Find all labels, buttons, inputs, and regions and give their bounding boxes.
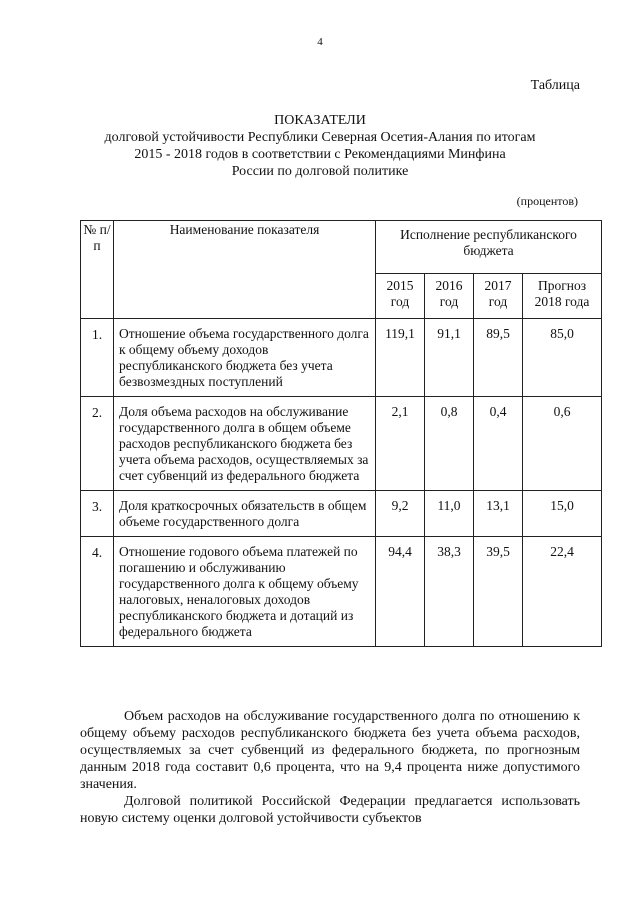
value-2018-forecast: 15,0 [523,491,602,537]
row-number: 1. [81,319,114,397]
table-row [81,319,602,397]
header-year-2015: 2015 год [376,274,425,319]
row-number: 3. [81,491,114,537]
header-indicator-name: Наименование показателя [114,221,376,319]
table-label: Таблица [530,78,580,93]
value-2017: 0,4 [474,397,523,491]
value-2018-forecast: 22,4 [523,537,602,647]
value-2016: 0,8 [425,397,474,491]
body-text [80,708,580,827]
paragraph: Долговой политикой Российской Федерации предлагается использовать новую систему оценки долговой устойчивости субъектов [80,794,580,826]
indicators-table [80,220,602,647]
row-number: 2. [81,397,114,491]
value-2015: 119,1 [376,319,425,397]
table-header-row [81,221,602,274]
paragraph: Объем расходов на обслуживание государственного долга по отношению к общему объему расходов республиканского бюджета без учета объема расходов, осуществляемых за счет субвенций из федерального бюджета, по прогнозным данным 2018 года составит 0,6 процента, что на 9,4 процента ниже допустимого значения. [80,709,580,792]
row-indicator-name: Отношение объема государственного долга к общему объему доходов республиканского бюджета без учета безвозмездных поступлений [114,319,376,397]
value-2015: 9,2 [376,491,425,537]
value-2015: 94,4 [376,537,425,647]
header-execution: Исполнение республиканского бюджета [376,221,602,274]
page-number: 4 [317,36,323,48]
table-row [81,491,602,537]
value-2017: 13,1 [474,491,523,537]
row-number: 4. [81,537,114,647]
header-forecast-2018: Прогноз 2018 года [523,274,602,319]
value-2015: 2,1 [376,397,425,491]
title-line-3: 2015 - 2018 годов в соответствии с Рекомендациями Минфина [134,147,506,162]
title-line-4: России по долговой политике [231,164,409,179]
table-row [81,537,602,647]
table-row [81,397,602,491]
row-indicator-name: Отношение годового объема платежей по погашению и обслуживанию государственного долга к общему объему налоговых, неналоговых доходов республиканского бюджета и дотаций из федерального бюджета [114,537,376,647]
title-line-1: ПОКАЗАТЕЛИ [274,113,366,128]
document-title [60,112,580,180]
header-year-2017: 2017 год [474,274,523,319]
header-year-2016: 2016 год [425,274,474,319]
value-2016: 38,3 [425,537,474,647]
value-2017: 89,5 [474,319,523,397]
row-indicator-name: Доля объема расходов на обслуживание государственного долга в общем объеме расходов республиканского бюджета без учета объема расходов, осуществляемых за счет субвенций из федерального бюджета [114,397,376,491]
value-2017: 39,5 [474,537,523,647]
units-note: (процентов) [516,194,578,208]
row-indicator-name: Доля краткосрочных обязательств в общем объеме государственного долга [114,491,376,537]
value-2018-forecast: 0,6 [523,397,602,491]
title-line-2: долговой устойчивости Республики Северная Осетия-Алания по итогам [104,130,536,145]
value-2016: 11,0 [425,491,474,537]
value-2018-forecast: 85,0 [523,319,602,397]
value-2016: 91,1 [425,319,474,397]
header-number: № п/п [81,221,114,319]
